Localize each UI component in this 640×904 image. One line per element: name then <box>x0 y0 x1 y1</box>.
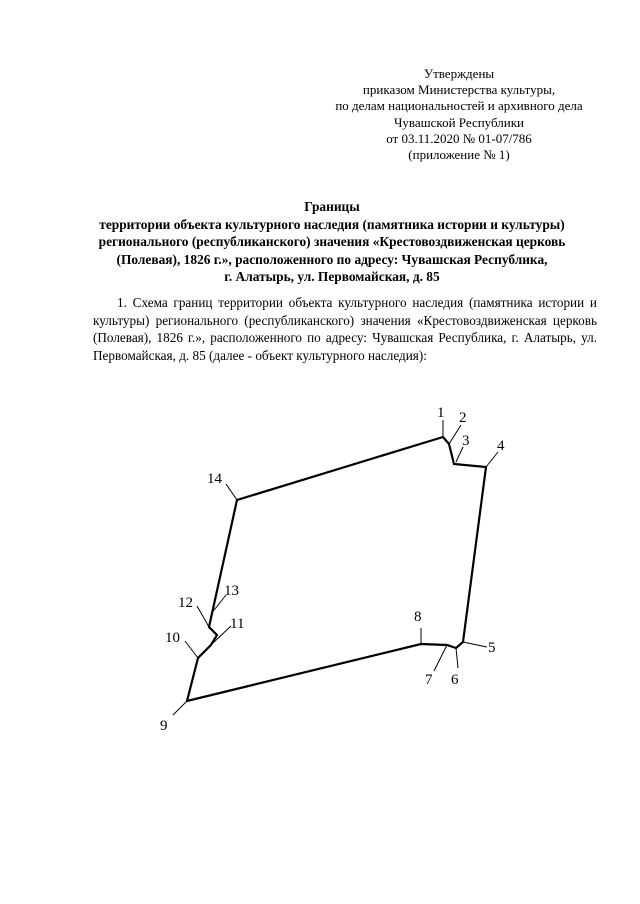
point-label-6: 6 <box>451 672 459 688</box>
point-label-9: 9 <box>160 718 168 734</box>
heading-line: Границы <box>304 199 360 214</box>
leader-line-4 <box>486 452 498 467</box>
heading-line: территории объекта культурного наследия (памятника истории и культуры) <box>99 216 565 232</box>
boundary-line <box>187 437 486 701</box>
leader-line-9 <box>173 701 187 715</box>
leader-line-7 <box>434 645 447 671</box>
heading-line: регионального (республиканского) значения «Крестовоздвиженская церковь <box>98 234 566 249</box>
boundary-scheme-diagram <box>0 380 640 760</box>
point-label-10: 10 <box>165 630 180 646</box>
heading-line: (Полевая), 1826 г.», расположенного по адресу: Чувашская Республика, <box>116 251 548 267</box>
leader-line-6 <box>456 648 458 668</box>
point-label-11: 11 <box>230 616 245 632</box>
approval-line: приказом Министерства культуры, <box>362 82 556 98</box>
point-label-2: 2 <box>459 410 467 426</box>
approval-line: Утверждены <box>423 66 495 81</box>
heading-line: г. Алатырь, ул. Первомайская, д. 85 <box>224 269 440 284</box>
leader-line-12 <box>197 606 209 627</box>
leader-line-3 <box>456 447 463 462</box>
body-paragraph <box>93 294 597 364</box>
approval-line: от 03.11.2020 № 01-07/786 <box>386 130 532 146</box>
leader-line-2 <box>449 425 461 444</box>
point-label-12: 12 <box>178 595 193 611</box>
point-label-3: 3 <box>462 433 470 449</box>
approval-line: Чувашской Республики <box>393 114 525 130</box>
leader-line-10 <box>185 641 198 658</box>
document-heading <box>62 198 602 286</box>
paragraph-text: 1. Схема границ территории объекта культурного наследия (памятника истории и культуры) регионального (республиканского) значения «Крестовоздвиженская церковь (Полевая), 1826 г.», расположенного по адресу: Чувашская Республика, г. Алатырь, ул. Первомайская, д. 85 (далее - объект культурного наследия): <box>93 295 597 363</box>
point-label-14: 14 <box>207 471 222 487</box>
leader-line-5 <box>463 642 487 647</box>
approval-line: (приложение № 1) <box>408 147 510 163</box>
point-label-5: 5 <box>488 640 496 656</box>
point-label-7: 7 <box>425 672 433 688</box>
point-label-13: 13 <box>224 583 239 599</box>
point-label-8: 8 <box>414 609 422 625</box>
point-label-4: 4 <box>497 438 505 454</box>
approval-line: по делам национальностей и архивного дела <box>335 98 583 114</box>
point-label-1: 1 <box>437 405 445 421</box>
approval-block <box>300 66 618 163</box>
leader-line-14 <box>226 484 237 500</box>
